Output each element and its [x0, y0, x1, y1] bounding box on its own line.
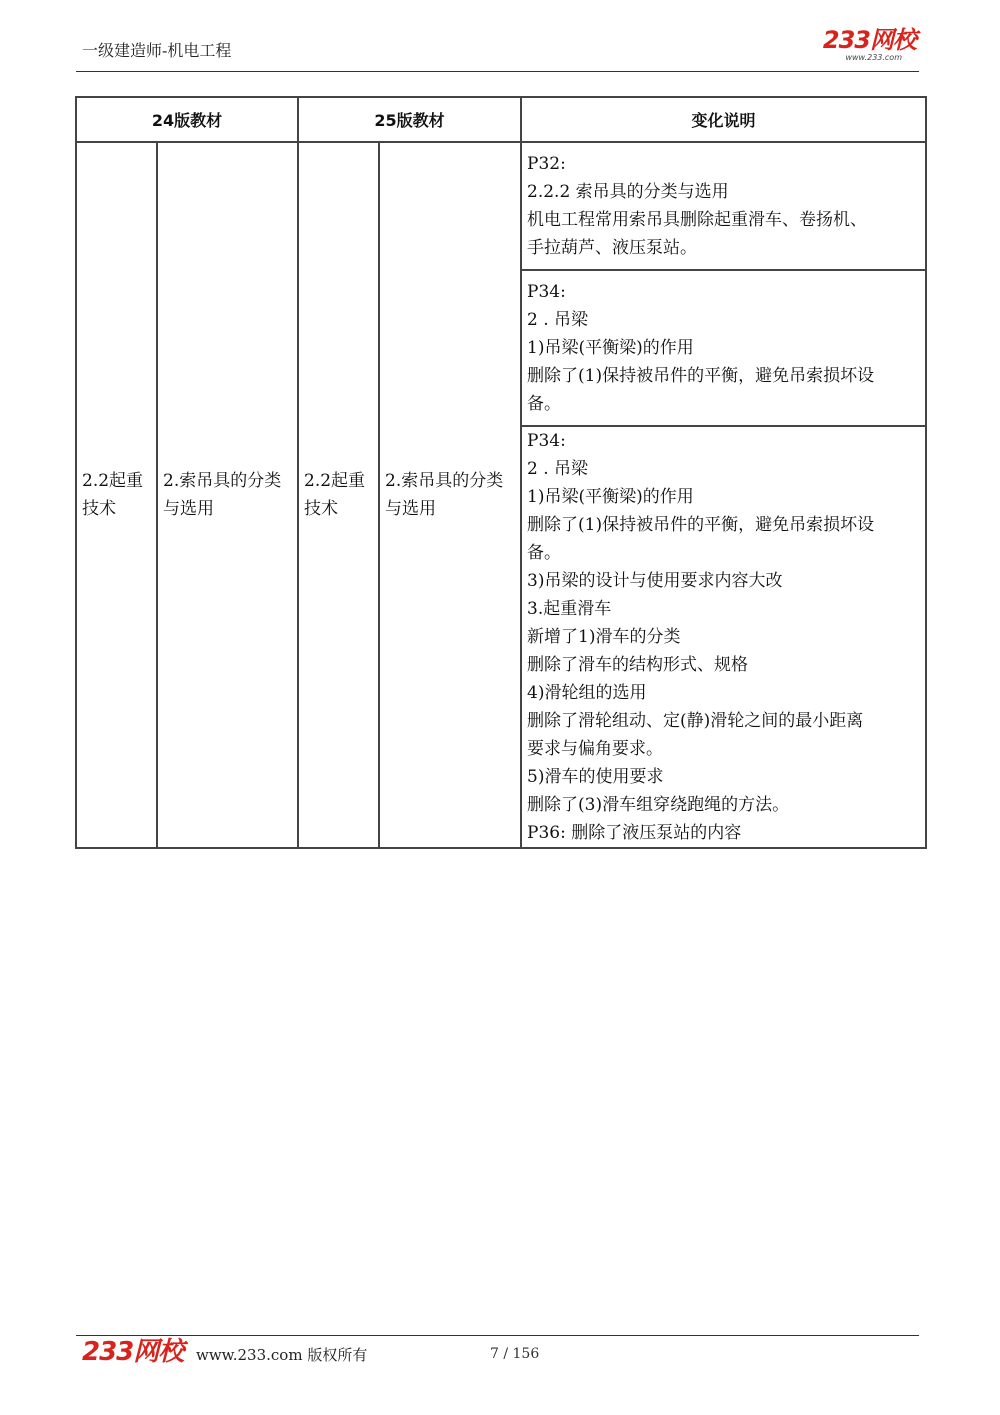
change-line: 删除了(1)保持被吊件的平衡，避免吊索损坏设 [527, 366, 875, 386]
change-line: 新增了1)滑车的分类 [527, 627, 681, 647]
change-line: 备。 [527, 543, 561, 563]
change-line: P34: [527, 431, 566, 451]
table-header-row [76, 97, 926, 142]
table-row [76, 142, 926, 270]
page-number: 7 / 156 [490, 1346, 540, 1362]
change-line: 5)滑车的使用要求 [527, 767, 664, 787]
comparison-table [75, 96, 927, 849]
footer-copyright: www.233.com 版权所有 [196, 1346, 368, 1364]
change-line: P32: [527, 154, 566, 174]
change-line: 3)吊梁的设计与使用要求内容大改 [527, 571, 783, 591]
change-line: 机电工程常用索吊具删除起重滑车、卷扬机、 [527, 210, 867, 230]
header-v24: 24版教材 [76, 97, 298, 142]
v25-section-cell: 2.索吊具的分类与选用 [379, 142, 521, 848]
change-line: 1)吊梁(平衡梁)的作用 [527, 338, 694, 358]
change-line: 备。 [527, 394, 561, 414]
v24-chapter-cell: 2.2起重技术 [76, 142, 157, 848]
change-line: 要求与偏角要求。 [527, 739, 663, 759]
logo-url: www.233.com [845, 53, 902, 62]
logo-233-top[interactable]: 233网校 [822, 26, 916, 54]
change-line: 2.2.2 索吊具的分类与选用 [527, 182, 729, 202]
v25-chapter-cell: 2.2起重技术 [298, 142, 379, 848]
change-cell [521, 270, 926, 426]
change-line: 删除了滑车的结构形式、规格 [527, 655, 748, 675]
change-line: P36: 删除了液压泵站的内容 [527, 823, 742, 843]
change-line: 手拉葫芦、液压泵站。 [527, 238, 697, 258]
header-rule [76, 71, 919, 72]
change-line: P34: [527, 282, 566, 302]
change-cell [521, 426, 926, 848]
logo-233-footer[interactable]: 233网校 [82, 1337, 184, 1367]
change-line: 2 . 吊梁 [527, 459, 589, 479]
change-line: 删除了(3)滑车组穿绕跑绳的方法。 [527, 795, 790, 815]
change-line: 2 . 吊梁 [527, 310, 589, 330]
header-v25: 25版教材 [298, 97, 521, 142]
change-line: 1)吊梁(平衡梁)的作用 [527, 487, 694, 507]
header-title: 一级建造师-机电工程 [82, 41, 232, 60]
change-line: 删除了(1)保持被吊件的平衡，避免吊索损坏设 [527, 515, 875, 535]
v24-section-cell: 2.索吊具的分类与选用 [157, 142, 298, 848]
change-cell [521, 142, 926, 270]
change-line: 删除了滑轮组动、定(静)滑轮之间的最小距离 [527, 711, 864, 731]
change-line: 4)滑轮组的选用 [527, 683, 647, 703]
footer-rule [76, 1335, 919, 1336]
change-line: 3.起重滑车 [527, 599, 612, 619]
header-changes: 变化说明 [521, 97, 926, 142]
